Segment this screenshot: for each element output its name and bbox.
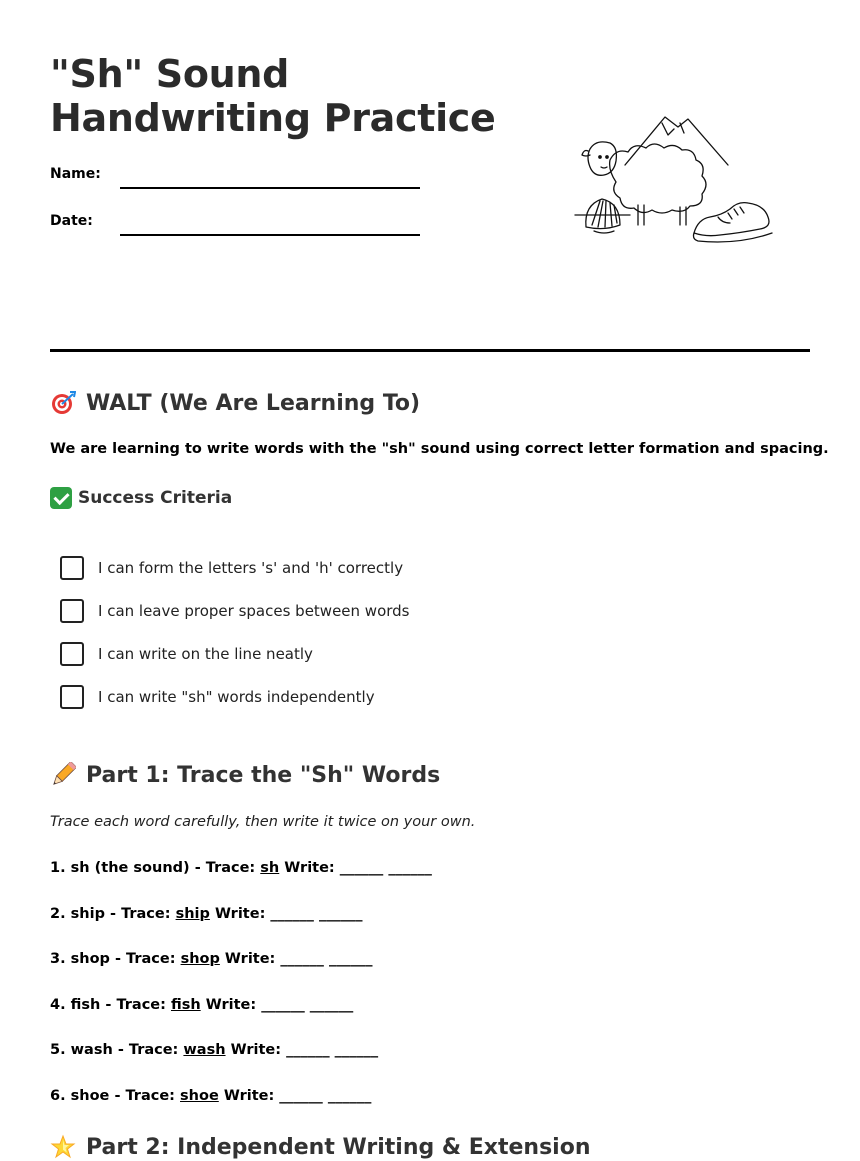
part1-instruction: Trace each word carefully, then write it twice on your own. (50, 814, 476, 830)
date-line[interactable] (120, 234, 420, 236)
criteria-checkbox[interactable] (60, 642, 84, 666)
write-blanks[interactable]: Write: ______ ______ (225, 1042, 379, 1058)
walt-heading (50, 390, 420, 416)
write-blanks[interactable]: Write: ______ ______ (279, 860, 432, 876)
name-line[interactable] (120, 187, 420, 189)
trace-row (50, 1042, 378, 1058)
part1-heading (50, 762, 440, 788)
sheep-shell-shoe-illustration (570, 105, 780, 250)
trace-row (50, 860, 432, 876)
criteria-label: I can form the letters 's' and 'h' correctly (98, 559, 404, 577)
write-blanks[interactable]: Write: ______ ______ (219, 951, 373, 967)
title-line-2: Handwriting Practice (50, 96, 496, 140)
criteria-label: I can write "sh" words independently (98, 688, 375, 706)
write-blanks[interactable]: Write: ______ ______ (218, 1088, 372, 1104)
trace-prefix: 1. sh (the sound) - Trace: (50, 860, 261, 876)
criteria-item (60, 556, 403, 580)
star-icon (50, 1134, 76, 1160)
trace-row (50, 906, 362, 922)
section-divider (50, 349, 810, 352)
trace-row (50, 1088, 371, 1104)
trace-row (50, 951, 372, 967)
criteria-item (60, 599, 410, 623)
trace-word: shoe (180, 1088, 219, 1104)
pencil-icon (50, 762, 76, 788)
name-label: Name: (50, 166, 101, 182)
walt-heading-text: WALT (We Are Learning To) (86, 390, 421, 416)
walt-text: We are learning to write words with the "sh" sound using correct letter formation and spacing. (50, 441, 829, 457)
title-line-1: "Sh" Sound (50, 52, 290, 96)
write-blanks[interactable]: Write: ______ ______ (209, 906, 363, 922)
trace-word: wash (183, 1042, 226, 1058)
trace-prefix: 6. shoe - Trace: (50, 1088, 181, 1104)
criteria-item (60, 685, 375, 709)
target-icon (50, 390, 76, 416)
trace-word: shop (180, 951, 220, 967)
trace-row (50, 997, 353, 1013)
part2-heading-text: Part 2: Independent Writing & Extension (86, 1134, 591, 1160)
criteria-item (60, 642, 313, 666)
trace-word: ship (175, 906, 210, 922)
check-mark-icon (50, 487, 72, 509)
trace-prefix: 3. shop - Trace: (50, 951, 181, 967)
page-title (50, 52, 496, 140)
part2-heading (50, 1134, 591, 1160)
part1-heading-text: Part 1: Trace the "Sh" Words (86, 762, 441, 788)
trace-prefix: 4. fish - Trace: (50, 997, 171, 1013)
trace-prefix: 5. wash - Trace: (50, 1042, 184, 1058)
trace-word: fish (170, 997, 201, 1013)
criteria-checkbox[interactable] (60, 685, 84, 709)
trace-prefix: 2. ship - Trace: (50, 906, 176, 922)
write-blanks[interactable]: Write: ______ ______ (200, 997, 354, 1013)
criteria-label: I can write on the line neatly (98, 645, 313, 663)
criteria-label: I can leave proper spaces between words (98, 602, 410, 620)
success-criteria-heading-text: Success Criteria (78, 488, 233, 508)
trace-word: sh (260, 860, 280, 876)
criteria-checkbox[interactable] (60, 599, 84, 623)
date-label: Date: (50, 213, 93, 229)
criteria-checkbox[interactable] (60, 556, 84, 580)
success-criteria-heading (50, 487, 232, 509)
